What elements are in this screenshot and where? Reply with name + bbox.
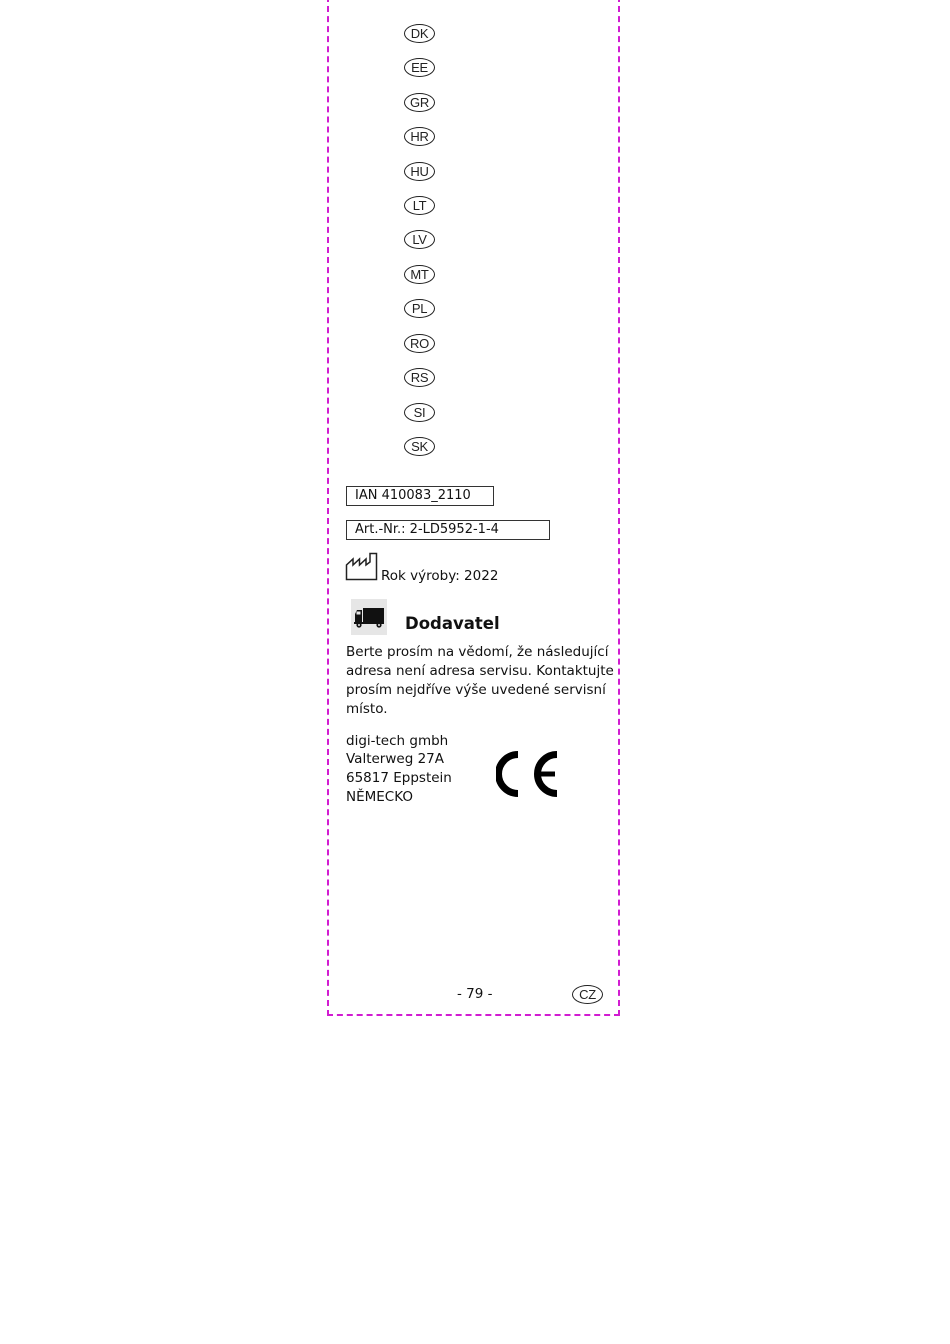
supplier-heading: Dodavatel: [405, 614, 500, 633]
country-badge-rs: RS: [404, 368, 435, 387]
supplier-notice-line: místo.: [346, 701, 388, 717]
country-badge-ee: EE: [404, 58, 435, 77]
country-badge-ro: RO: [404, 334, 435, 353]
country-badge-hr: HR: [404, 127, 435, 146]
production-year: Rok výroby: 2022: [381, 568, 499, 584]
supplier-notice-line: adresa není adresa servisu. Kontaktujte: [346, 663, 614, 679]
country-badge-pl: PL: [404, 299, 435, 318]
country-badge-gr: GR: [404, 93, 435, 112]
factory-icon: [345, 552, 378, 581]
address-line: digi-tech gmbh: [346, 733, 449, 749]
supplier-notice-line: prosím nejdříve výše uvedené servisní: [346, 682, 606, 698]
country-badge-lt: LT: [404, 196, 435, 215]
page-frame: [327, 0, 620, 1016]
country-badge-hu: HU: [404, 162, 435, 181]
address-line: Valterweg 27A: [346, 751, 444, 767]
truck-icon: [351, 599, 387, 635]
country-badge-si: SI: [404, 403, 435, 422]
country-badge-sk: SK: [404, 437, 435, 456]
country-badge-dk: DK: [404, 24, 435, 43]
address-line: NĚMECKO: [346, 789, 413, 805]
language-badge-cz: CZ: [572, 985, 603, 1004]
ce-mark-icon: [496, 750, 564, 798]
country-badge-mt: MT: [404, 265, 435, 284]
ian-box: IAN 410083_2110: [346, 486, 494, 506]
supplier-notice-line: Berte prosím na vědomí, že následující: [346, 644, 609, 660]
address-line: 65817 Eppstein: [346, 770, 452, 786]
country-badge-lv: LV: [404, 230, 435, 249]
article-number-box: Art.-Nr.: 2-LD5952-1-4: [346, 520, 550, 540]
page-number: - 79 -: [457, 986, 493, 1002]
